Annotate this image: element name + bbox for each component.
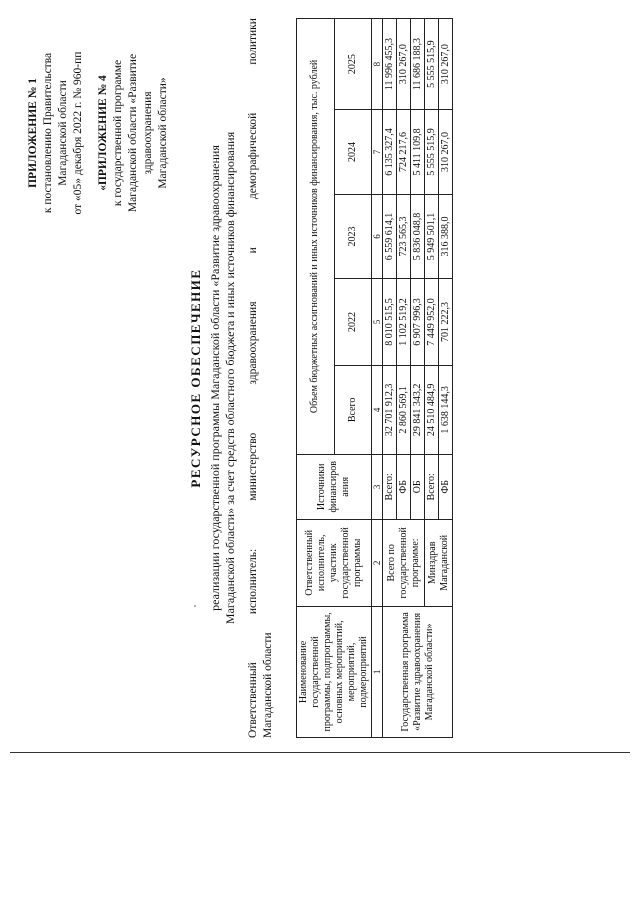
executor-word: министерство xyxy=(247,432,259,501)
approval-line-2: Магаданской области xyxy=(57,80,69,186)
annex-line-4: Магаданской области» xyxy=(157,77,169,189)
column-number: 1 xyxy=(372,606,383,737)
document-subtitle xyxy=(208,28,238,728)
value-cell: 2 860 569,1 xyxy=(397,365,411,454)
executor-line-1 xyxy=(246,18,261,738)
value-cell: 8 010 515,5 xyxy=(383,279,397,366)
column-number: 7 xyxy=(372,110,383,194)
value-cell: 6 559 614,1 xyxy=(383,194,397,278)
value-cell: 1 638 144,3 xyxy=(439,365,453,454)
value-cell: 310 267,0 xyxy=(397,19,411,110)
source-cell: Всего: xyxy=(425,454,439,519)
value-cell: 11 686 188,3 xyxy=(411,19,425,110)
value-cell: 11 996 455,3 xyxy=(383,19,397,110)
source-cell: ФБ xyxy=(439,454,453,519)
header-2025: 2025 xyxy=(334,19,372,110)
column-number: 8 xyxy=(372,19,383,110)
column-number: 6 xyxy=(372,194,383,278)
value-cell: 723 565,3 xyxy=(397,194,411,278)
annex-title: «ПРИЛОЖЕНИЕ № 4 xyxy=(97,75,109,191)
value-cell: 5 411 109,8 xyxy=(411,110,425,194)
executor-word: политики xyxy=(247,18,259,65)
header-volume: Объем бюджетных ассигнований и иных источников финансирования, тыс. рублей xyxy=(297,19,335,455)
value-cell: 316 388,0 xyxy=(439,194,453,278)
annex-line-1: к государственной программе xyxy=(112,59,124,207)
value-cell: 5 836 048,8 xyxy=(411,194,425,278)
approval-block xyxy=(26,18,86,248)
value-cell: 24 510 484,9 xyxy=(425,365,439,454)
executor-word: и xyxy=(247,247,259,254)
table-row xyxy=(383,19,397,738)
executor-word: здравоохранения xyxy=(247,301,259,385)
value-cell: 310 267,0 xyxy=(439,19,453,110)
subtitle-line-1: реализации государственной программы Магаданской области «Развитие здравоохранения xyxy=(208,145,222,611)
approval-line-1: к постановлению Правительства xyxy=(42,52,54,214)
executor-word: Ответственный xyxy=(247,662,259,738)
value-cell: 5 949 501,1 xyxy=(425,194,439,278)
rotated-document xyxy=(18,18,468,738)
header-2022: 2022 xyxy=(334,279,372,366)
header-name: Наименование государственной программы, подпрограммы, основных мероприятий, мероприятий, подмероприятий xyxy=(297,606,372,737)
header-total: Всего xyxy=(334,365,372,454)
header-executor: Ответственный исполнитель, участник государственной программы xyxy=(297,519,372,606)
value-cell: 5 555 515,9 xyxy=(425,110,439,194)
header-source: Источники финансиров ания xyxy=(297,454,372,519)
program-name-cell: Государственная программа «Развитие здравоохранения Магаданской области» xyxy=(383,606,453,737)
value-cell: 701 222,3 xyxy=(439,279,453,366)
executor-line-2: Магаданской области xyxy=(262,632,274,738)
executor-word: исполнитель: xyxy=(247,548,259,615)
column-number: 3 xyxy=(372,454,383,519)
source-cell: ФБ xyxy=(397,454,411,519)
column-number-row xyxy=(372,19,383,738)
resource-table xyxy=(296,18,453,738)
value-cell: 32 701 912,3 xyxy=(383,365,397,454)
executor-block xyxy=(246,18,276,738)
executor-ministry-cell: Минздрав Магаданской xyxy=(425,519,453,606)
value-cell: 310 267,0 xyxy=(439,110,453,194)
value-cell: 6 135 327,4 xyxy=(383,110,397,194)
executor-total-cell: Всего по государственной программе: xyxy=(383,519,425,606)
annex-block xyxy=(96,18,171,248)
value-cell: 6 907 996,3 xyxy=(411,279,425,366)
page-divider-line xyxy=(10,752,630,753)
header-2024: 2024 xyxy=(334,110,372,194)
approval-title: ПРИЛОЖЕНИЕ № 1 xyxy=(27,78,39,188)
executor-word: демографической xyxy=(247,112,259,200)
source-cell: ОБ xyxy=(411,454,425,519)
approval-line-3: от «05» декабря 2022 г. № 960-пп xyxy=(72,51,84,215)
annex-line-3: здравоохранения xyxy=(142,91,154,175)
document-title: РЕСУРСНОЕ ОБЕСПЕЧЕНИЕ xyxy=(188,268,203,488)
value-cell: 29 841 343,2 xyxy=(411,365,425,454)
value-cell: 5 555 515,9 xyxy=(425,19,439,110)
header-2023: 2023 xyxy=(334,194,372,278)
column-number: 5 xyxy=(372,279,383,366)
value-cell: 1 102 519,2 xyxy=(397,279,411,366)
column-number: 2 xyxy=(372,519,383,606)
column-number: 4 xyxy=(372,365,383,454)
annex-line-2: Магаданской области «Развитие xyxy=(127,53,139,213)
value-cell: 7 449 952,0 xyxy=(425,279,439,366)
source-cell: Всего: xyxy=(383,454,397,519)
subtitle-line-2: Магаданской области» за счет средств областного бюджета и иных источников финансирования xyxy=(223,131,237,625)
value-cell: 724 217,6 xyxy=(397,110,411,194)
